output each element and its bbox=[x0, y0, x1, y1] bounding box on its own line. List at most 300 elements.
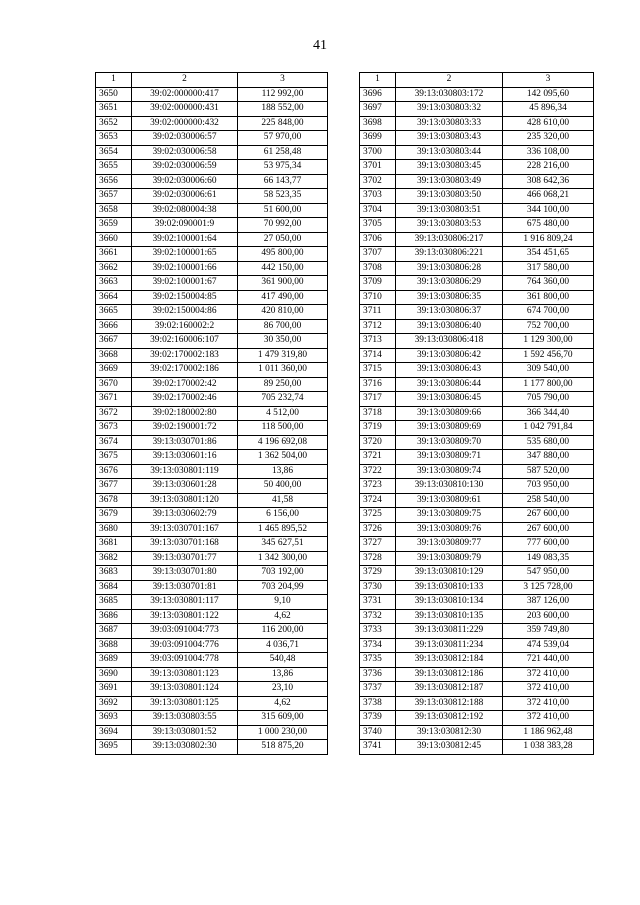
value-cell: 53 975,34 bbox=[238, 160, 328, 175]
cadastral-number-cell: 39:13:030803:51 bbox=[396, 203, 503, 218]
value-cell: 1 011 360,00 bbox=[238, 363, 328, 378]
value-cell: 112 992,00 bbox=[238, 87, 328, 102]
cadastral-number-cell: 39:13:030809:61 bbox=[396, 493, 503, 508]
value-cell: 13,86 bbox=[238, 667, 328, 682]
cadastral-number-cell: 39:13:030811:229 bbox=[396, 624, 503, 639]
value-cell: 4,62 bbox=[238, 609, 328, 624]
table-row bbox=[360, 624, 594, 639]
value-cell: 6 156,00 bbox=[238, 508, 328, 523]
row-number-cell: 3715 bbox=[360, 363, 396, 378]
row-number-cell: 3699 bbox=[360, 131, 396, 146]
cadastral-number-cell: 39:13:030601:28 bbox=[132, 479, 238, 494]
value-cell: 703 204,99 bbox=[238, 580, 328, 595]
value-cell: 4 196 692,08 bbox=[238, 435, 328, 450]
row-number-cell: 3728 bbox=[360, 551, 396, 566]
value-cell: 1 186 962,48 bbox=[503, 725, 594, 740]
cadastral-number-cell: 39:13:030601:16 bbox=[132, 450, 238, 465]
row-number-cell: 3678 bbox=[96, 493, 132, 508]
value-cell: 267 600,00 bbox=[503, 508, 594, 523]
cadastral-number-cell: 39:13:030811:234 bbox=[396, 638, 503, 653]
row-number-cell: 3732 bbox=[360, 609, 396, 624]
row-number-cell: 3724 bbox=[360, 493, 396, 508]
value-cell: 540,48 bbox=[238, 653, 328, 668]
cadastral-number-cell: 39:13:030810:135 bbox=[396, 609, 503, 624]
row-number-cell: 3709 bbox=[360, 276, 396, 291]
table-row bbox=[360, 609, 594, 624]
table-row bbox=[360, 392, 594, 407]
table-header-row bbox=[360, 73, 594, 88]
row-number-cell: 3663 bbox=[96, 276, 132, 291]
value-cell: 442 150,00 bbox=[238, 261, 328, 276]
table-row bbox=[96, 667, 328, 682]
value-cell: 228 216,00 bbox=[503, 160, 594, 175]
value-cell: 474 539,04 bbox=[503, 638, 594, 653]
row-number-cell: 3707 bbox=[360, 247, 396, 262]
row-number-cell: 3657 bbox=[96, 189, 132, 204]
value-cell: 675 480,00 bbox=[503, 218, 594, 233]
cadastral-number-cell: 39:02:170002:183 bbox=[132, 348, 238, 363]
table-row bbox=[96, 261, 328, 276]
row-number-cell: 3735 bbox=[360, 653, 396, 668]
table-row bbox=[360, 189, 594, 204]
cadastral-number-cell: 39:02:150004:85 bbox=[132, 290, 238, 305]
cadastral-number-cell: 39:13:030806:42 bbox=[396, 348, 503, 363]
row-number-cell: 3667 bbox=[96, 334, 132, 349]
table-row bbox=[96, 551, 328, 566]
value-cell: 23,10 bbox=[238, 682, 328, 697]
table-row bbox=[360, 595, 594, 610]
row-number-cell: 3696 bbox=[360, 87, 396, 102]
table-row bbox=[360, 696, 594, 711]
cadastral-number-cell: 39:13:030809:77 bbox=[396, 537, 503, 552]
value-cell: 61 258,48 bbox=[238, 145, 328, 160]
cadastral-number-cell: 39:13:030809:76 bbox=[396, 522, 503, 537]
row-number-cell: 3668 bbox=[96, 348, 132, 363]
table-row bbox=[96, 450, 328, 465]
table-row bbox=[96, 87, 328, 102]
cadastral-number-cell: 39:13:030803:43 bbox=[396, 131, 503, 146]
value-cell: 27 050,00 bbox=[238, 232, 328, 247]
cadastral-number-cell: 39:13:030806:418 bbox=[396, 334, 503, 349]
cadastral-number-cell: 39:13:030812:30 bbox=[396, 725, 503, 740]
row-number-cell: 3704 bbox=[360, 203, 396, 218]
cadastral-number-cell: 39:13:030803:32 bbox=[396, 102, 503, 117]
cadastral-number-cell: 39:13:030803:50 bbox=[396, 189, 503, 204]
table-row bbox=[360, 667, 594, 682]
row-number-cell: 3726 bbox=[360, 522, 396, 537]
value-cell: 366 344,40 bbox=[503, 406, 594, 421]
row-number-cell: 3733 bbox=[360, 624, 396, 639]
cadastral-number-cell: 39:13:030801:125 bbox=[132, 696, 238, 711]
cadastral-number-cell: 39:13:030806:45 bbox=[396, 392, 503, 407]
cadastral-number-cell: 39:02:170002:186 bbox=[132, 363, 238, 378]
table-row bbox=[96, 131, 328, 146]
value-cell: 142 095,60 bbox=[503, 87, 594, 102]
row-number-cell: 3661 bbox=[96, 247, 132, 262]
value-cell: 4 512,00 bbox=[238, 406, 328, 421]
cadastral-number-cell: 39:02:000000:417 bbox=[132, 87, 238, 102]
cadastral-number-cell: 39:02:030006:59 bbox=[132, 160, 238, 175]
row-number-cell: 3714 bbox=[360, 348, 396, 363]
cadastral-number-cell: 39:13:030809:79 bbox=[396, 551, 503, 566]
table-row bbox=[360, 653, 594, 668]
table-row bbox=[96, 479, 328, 494]
row-number-cell: 3670 bbox=[96, 377, 132, 392]
value-cell: 116 200,00 bbox=[238, 624, 328, 639]
table-row bbox=[96, 290, 328, 305]
table-row bbox=[360, 247, 594, 262]
table-row bbox=[96, 421, 328, 436]
data-table-right bbox=[359, 72, 594, 755]
cadastral-number-cell: 39:02:030006:58 bbox=[132, 145, 238, 160]
cadastral-number-cell: 39:13:030803:45 bbox=[396, 160, 503, 175]
cadastral-number-cell: 39:13:030803:33 bbox=[396, 116, 503, 131]
table-row bbox=[360, 479, 594, 494]
table-row bbox=[96, 203, 328, 218]
table-row bbox=[96, 189, 328, 204]
cadastral-number-cell: 39:02:030006:57 bbox=[132, 131, 238, 146]
value-cell: 66 143,77 bbox=[238, 174, 328, 189]
row-number-cell: 3688 bbox=[96, 638, 132, 653]
table-row bbox=[96, 348, 328, 363]
value-cell: 674 700,00 bbox=[503, 305, 594, 320]
table-row bbox=[360, 276, 594, 291]
table-row bbox=[360, 290, 594, 305]
cadastral-number-cell: 39:13:030806:43 bbox=[396, 363, 503, 378]
value-cell: 372 410,00 bbox=[503, 682, 594, 697]
row-number-cell: 3736 bbox=[360, 667, 396, 682]
cadastral-number-cell: 39:13:030801:122 bbox=[132, 609, 238, 624]
row-number-cell: 3685 bbox=[96, 595, 132, 610]
value-cell: 1 038 383,28 bbox=[503, 740, 594, 755]
table-row bbox=[96, 276, 328, 291]
row-number-cell: 3684 bbox=[96, 580, 132, 595]
table-row bbox=[96, 102, 328, 117]
column-header: 2 bbox=[132, 73, 238, 88]
table-row bbox=[96, 508, 328, 523]
cadastral-number-cell: 39:13:030801:124 bbox=[132, 682, 238, 697]
table-row bbox=[360, 537, 594, 552]
row-number-cell: 3686 bbox=[96, 609, 132, 624]
row-number-cell: 3695 bbox=[96, 740, 132, 755]
cadastral-number-cell: 39:02:160006:107 bbox=[132, 334, 238, 349]
table-row bbox=[96, 595, 328, 610]
cadastral-number-cell: 39:02:030006:60 bbox=[132, 174, 238, 189]
value-cell: 1 042 791,84 bbox=[503, 421, 594, 436]
cadastral-number-cell: 39:02:190001:72 bbox=[132, 421, 238, 436]
table-header-row bbox=[96, 73, 328, 88]
row-number-cell: 3656 bbox=[96, 174, 132, 189]
value-cell: 267 600,00 bbox=[503, 522, 594, 537]
table-row bbox=[96, 160, 328, 175]
value-cell: 1 465 895,52 bbox=[238, 522, 328, 537]
row-number-cell: 3739 bbox=[360, 711, 396, 726]
cadastral-number-cell: 39:13:030810:134 bbox=[396, 595, 503, 610]
value-cell: 372 410,00 bbox=[503, 711, 594, 726]
row-number-cell: 3662 bbox=[96, 261, 132, 276]
row-number-cell: 3698 bbox=[360, 116, 396, 131]
cadastral-number-cell: 39:13:030801:120 bbox=[132, 493, 238, 508]
row-number-cell: 3665 bbox=[96, 305, 132, 320]
row-number-cell: 3717 bbox=[360, 392, 396, 407]
table-row bbox=[360, 377, 594, 392]
value-cell: 587 520,00 bbox=[503, 464, 594, 479]
row-number-cell: 3734 bbox=[360, 638, 396, 653]
table-row bbox=[360, 203, 594, 218]
value-cell: 387 126,00 bbox=[503, 595, 594, 610]
table-row bbox=[96, 493, 328, 508]
value-cell: 354 451,65 bbox=[503, 247, 594, 262]
cadastral-number-cell: 39:13:030803:49 bbox=[396, 174, 503, 189]
cadastral-number-cell: 39:03:091004:778 bbox=[132, 653, 238, 668]
value-cell: 1 592 456,70 bbox=[503, 348, 594, 363]
row-number-cell: 3723 bbox=[360, 479, 396, 494]
table-row bbox=[96, 218, 328, 233]
row-number-cell: 3652 bbox=[96, 116, 132, 131]
table-row bbox=[96, 609, 328, 624]
cadastral-number-cell: 39:13:030701:167 bbox=[132, 522, 238, 537]
value-cell: 466 068,21 bbox=[503, 189, 594, 204]
row-number-cell: 3655 bbox=[96, 160, 132, 175]
value-cell: 308 642,36 bbox=[503, 174, 594, 189]
table-row bbox=[360, 348, 594, 363]
cadastral-number-cell: 39:13:030810:129 bbox=[396, 566, 503, 581]
value-cell: 89 250,00 bbox=[238, 377, 328, 392]
value-cell: 703 950,00 bbox=[503, 479, 594, 494]
value-cell: 752 700,00 bbox=[503, 319, 594, 334]
value-cell: 420 810,00 bbox=[238, 305, 328, 320]
cadastral-number-cell: 39:13:030809:66 bbox=[396, 406, 503, 421]
cadastral-number-cell: 39:13:030801:117 bbox=[132, 595, 238, 610]
cadastral-number-cell: 39:13:030701:86 bbox=[132, 435, 238, 450]
table-row bbox=[96, 638, 328, 653]
row-number-cell: 3673 bbox=[96, 421, 132, 436]
row-number-cell: 3693 bbox=[96, 711, 132, 726]
table-row bbox=[360, 232, 594, 247]
table-row bbox=[360, 218, 594, 233]
table-row bbox=[96, 522, 328, 537]
table-row bbox=[360, 102, 594, 117]
value-cell: 1 129 300,00 bbox=[503, 334, 594, 349]
cadastral-number-cell: 39:02:100001:66 bbox=[132, 261, 238, 276]
value-cell: 495 800,00 bbox=[238, 247, 328, 262]
table-row bbox=[360, 551, 594, 566]
row-number-cell: 3703 bbox=[360, 189, 396, 204]
table-row bbox=[360, 160, 594, 175]
value-cell: 309 540,00 bbox=[503, 363, 594, 378]
value-cell: 345 627,51 bbox=[238, 537, 328, 552]
row-number-cell: 3738 bbox=[360, 696, 396, 711]
row-number-cell: 3741 bbox=[360, 740, 396, 755]
cadastral-number-cell: 39:13:030812:188 bbox=[396, 696, 503, 711]
table-row bbox=[96, 145, 328, 160]
table-row bbox=[96, 247, 328, 262]
row-number-cell: 3675 bbox=[96, 450, 132, 465]
table-row bbox=[360, 174, 594, 189]
cadastral-number-cell: 39:02:100001:65 bbox=[132, 247, 238, 262]
value-cell: 86 700,00 bbox=[238, 319, 328, 334]
cadastral-number-cell: 39:02:170002:42 bbox=[132, 377, 238, 392]
cadastral-number-cell: 39:13:030803:44 bbox=[396, 145, 503, 160]
row-number-cell: 3710 bbox=[360, 290, 396, 305]
value-cell: 70 992,00 bbox=[238, 218, 328, 233]
cadastral-number-cell: 39:02:090001:9 bbox=[132, 218, 238, 233]
row-number-cell: 3654 bbox=[96, 145, 132, 160]
cadastral-number-cell: 39:13:030809:75 bbox=[396, 508, 503, 523]
value-cell: 518 875,20 bbox=[238, 740, 328, 755]
value-cell: 428 610,00 bbox=[503, 116, 594, 131]
table-row bbox=[360, 740, 594, 755]
table-row bbox=[96, 116, 328, 131]
cadastral-number-cell: 39:13:030802:30 bbox=[132, 740, 238, 755]
row-number-cell: 3729 bbox=[360, 566, 396, 581]
row-number-cell: 3660 bbox=[96, 232, 132, 247]
row-number-cell: 3664 bbox=[96, 290, 132, 305]
row-number-cell: 3702 bbox=[360, 174, 396, 189]
cadastral-number-cell: 39:13:030803:172 bbox=[396, 87, 503, 102]
value-cell: 344 100,00 bbox=[503, 203, 594, 218]
cadastral-number-cell: 39:03:091004:776 bbox=[132, 638, 238, 653]
column-header: 2 bbox=[396, 73, 503, 88]
row-number-cell: 3672 bbox=[96, 406, 132, 421]
value-cell: 317 580,00 bbox=[503, 261, 594, 276]
table-row bbox=[96, 725, 328, 740]
cadastral-number-cell: 39:02:030006:61 bbox=[132, 189, 238, 204]
row-number-cell: 3737 bbox=[360, 682, 396, 697]
row-number-cell: 3689 bbox=[96, 653, 132, 668]
page-number: 41 bbox=[313, 38, 327, 53]
value-cell: 1 000 230,00 bbox=[238, 725, 328, 740]
cadastral-number-cell: 39:13:030812:186 bbox=[396, 667, 503, 682]
cadastral-number-cell: 39:13:030809:69 bbox=[396, 421, 503, 436]
cadastral-number-cell: 39:13:030701:80 bbox=[132, 566, 238, 581]
table-row bbox=[96, 377, 328, 392]
table-row bbox=[360, 711, 594, 726]
cadastral-number-cell: 39:02:170002:46 bbox=[132, 392, 238, 407]
row-number-cell: 3658 bbox=[96, 203, 132, 218]
cadastral-number-cell: 39:13:030812:45 bbox=[396, 740, 503, 755]
table-row bbox=[96, 566, 328, 581]
row-number-cell: 3694 bbox=[96, 725, 132, 740]
value-cell: 315 609,00 bbox=[238, 711, 328, 726]
table-row bbox=[360, 406, 594, 421]
table-row bbox=[96, 406, 328, 421]
table-row bbox=[96, 624, 328, 639]
cadastral-number-cell: 39:13:030806:217 bbox=[396, 232, 503, 247]
value-cell: 30 350,00 bbox=[238, 334, 328, 349]
row-number-cell: 3682 bbox=[96, 551, 132, 566]
table-row bbox=[96, 740, 328, 755]
value-cell: 203 600,00 bbox=[503, 609, 594, 624]
value-cell: 4 036,71 bbox=[238, 638, 328, 653]
row-number-cell: 3683 bbox=[96, 566, 132, 581]
cadastral-number-cell: 39:02:000000:432 bbox=[132, 116, 238, 131]
cadastral-number-cell: 39:13:030809:70 bbox=[396, 435, 503, 450]
row-number-cell: 3666 bbox=[96, 319, 132, 334]
table-row bbox=[96, 174, 328, 189]
cadastral-number-cell: 39:13:030806:44 bbox=[396, 377, 503, 392]
table-row bbox=[96, 334, 328, 349]
table-row bbox=[360, 421, 594, 436]
table-row bbox=[96, 435, 328, 450]
row-number-cell: 3679 bbox=[96, 508, 132, 523]
row-number-cell: 3720 bbox=[360, 435, 396, 450]
column-header: 3 bbox=[503, 73, 594, 88]
row-number-cell: 3671 bbox=[96, 392, 132, 407]
cadastral-number-cell: 39:13:030806:35 bbox=[396, 290, 503, 305]
table-row bbox=[96, 363, 328, 378]
value-cell: 118 500,00 bbox=[238, 421, 328, 436]
value-cell: 45 896,34 bbox=[503, 102, 594, 117]
cadastral-number-cell: 39:02:160002:2 bbox=[132, 319, 238, 334]
row-number-cell: 3711 bbox=[360, 305, 396, 320]
cadastral-number-cell: 39:13:030701:168 bbox=[132, 537, 238, 552]
value-cell: 372 410,00 bbox=[503, 667, 594, 682]
value-cell: 777 600,00 bbox=[503, 537, 594, 552]
table-row bbox=[360, 638, 594, 653]
table-row bbox=[360, 145, 594, 160]
table-row bbox=[96, 537, 328, 552]
cadastral-number-cell: 39:02:080004:38 bbox=[132, 203, 238, 218]
row-number-cell: 3713 bbox=[360, 334, 396, 349]
table-row bbox=[360, 363, 594, 378]
row-number-cell: 3716 bbox=[360, 377, 396, 392]
cadastral-number-cell: 39:02:150004:86 bbox=[132, 305, 238, 320]
table-row bbox=[96, 711, 328, 726]
row-number-cell: 3727 bbox=[360, 537, 396, 552]
value-cell: 703 192,00 bbox=[238, 566, 328, 581]
cadastral-number-cell: 39:13:030803:55 bbox=[132, 711, 238, 726]
cadastral-number-cell: 39:13:030701:81 bbox=[132, 580, 238, 595]
row-number-cell: 3691 bbox=[96, 682, 132, 697]
table-row bbox=[360, 305, 594, 320]
table-row bbox=[96, 305, 328, 320]
table-row bbox=[360, 522, 594, 537]
cadastral-number-cell: 39:13:030810:133 bbox=[396, 580, 503, 595]
cadastral-number-cell: 39:13:030812:187 bbox=[396, 682, 503, 697]
cadastral-number-cell: 39:03:091004:773 bbox=[132, 624, 238, 639]
table-row bbox=[360, 464, 594, 479]
value-cell: 188 552,00 bbox=[238, 102, 328, 117]
value-cell: 347 880,00 bbox=[503, 450, 594, 465]
table-row bbox=[96, 464, 328, 479]
table-row bbox=[360, 450, 594, 465]
column-header: 1 bbox=[96, 73, 132, 88]
row-number-cell: 3650 bbox=[96, 87, 132, 102]
cadastral-number-cell: 39:13:030812:192 bbox=[396, 711, 503, 726]
value-cell: 417 490,00 bbox=[238, 290, 328, 305]
table-row bbox=[96, 653, 328, 668]
table-row bbox=[360, 566, 594, 581]
row-number-cell: 3718 bbox=[360, 406, 396, 421]
row-number-cell: 3725 bbox=[360, 508, 396, 523]
value-cell: 1 916 809,24 bbox=[503, 232, 594, 247]
column-header: 3 bbox=[238, 73, 328, 88]
row-number-cell: 3730 bbox=[360, 580, 396, 595]
cadastral-number-cell: 39:13:030801:123 bbox=[132, 667, 238, 682]
value-cell: 1 479 319,80 bbox=[238, 348, 328, 363]
value-cell: 41,58 bbox=[238, 493, 328, 508]
table-row bbox=[360, 131, 594, 146]
table-row bbox=[360, 261, 594, 276]
value-cell: 336 108,00 bbox=[503, 145, 594, 160]
cadastral-number-cell: 39:13:030701:77 bbox=[132, 551, 238, 566]
cadastral-number-cell: 39:13:030812:184 bbox=[396, 653, 503, 668]
cadastral-number-cell: 39:13:030602:79 bbox=[132, 508, 238, 523]
table-row bbox=[360, 334, 594, 349]
row-number-cell: 3674 bbox=[96, 435, 132, 450]
table-row bbox=[96, 319, 328, 334]
